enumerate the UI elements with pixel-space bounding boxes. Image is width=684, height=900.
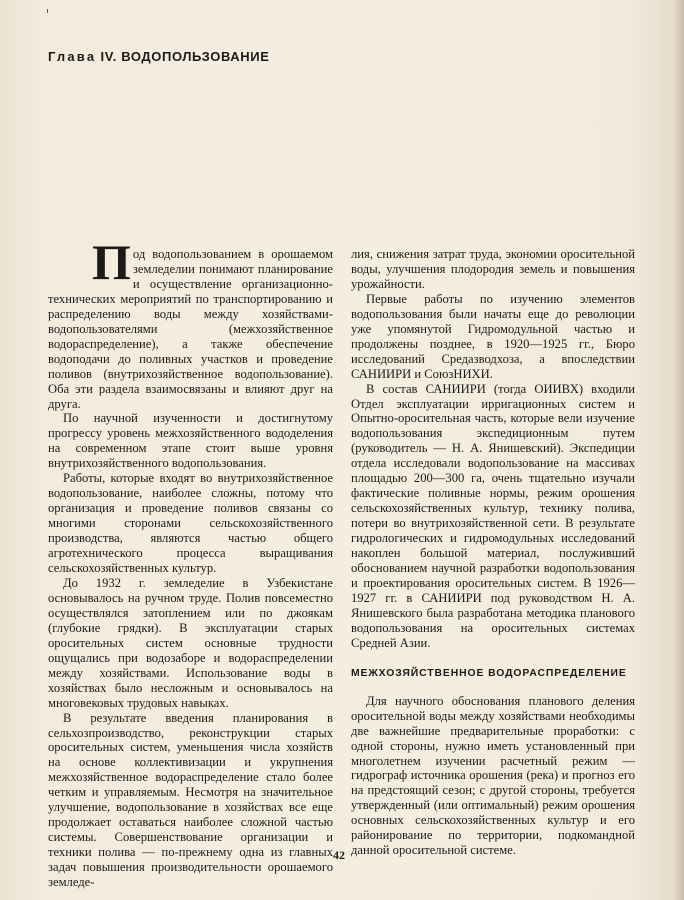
drop-cap: П <box>92 234 131 290</box>
paragraph: По научной изученности и достигнутому прогрессу уровень межхозяйственного вододеления на современном этапе стоит выше уровня внутрихозяйственного водопользования. <box>48 411 333 471</box>
paragraph: Под водопользованием в орошаемом земледелии понимают планирование и осуществление организационно-технических мероприятий по транспортированию и распределению воды между хозяйствами-водопользователями (межхозяйственное водораспределение), а также обеспечение водоподачи до поливных участков и проведение поливов (внутрихозяйственное водопользование). Оба эти раздела взаимосвязаны и влияют друг на друга. <box>48 234 333 411</box>
page-number: 42 <box>333 848 345 862</box>
paragraph: Для научного обоснования планового деления оросительной воды между хозяйствами необходимы две важнейшие предварительные проработки: с одной стороны, нужно иметь установленный при многолетнем изучении расчетный режим — гидрограф источника орошения (река) и прогноз его на предстоящий сезон; с другой стороны, требуется утвержденный (или оптимальный) режим орошения основных сельскохозяйственных культур и его районирование по территории, подкомандной данной оросительной системе. <box>351 693 635 858</box>
chapter-name: ВОДОПОЛЬЗОВАНИЕ <box>121 49 270 64</box>
paragraph: До 1932 г. земледелие в Узбекистане основывалось на ручном труде. Полив повсеместно осуществлялся затоплением или по джоякам (глубокие грядки). В эксплуатации старых оросительных систем основные трудности ощущались при водозаборе и водораспределении между хозяйствами. Использование воды в хозяйствах было несложным и основывалось на многовековых трудовых навыках. <box>48 575 333 710</box>
paragraph: лия, снижения затрат труда, экономии оросительной воды, улучшения плодородия земель и повышения урожайности. <box>351 247 635 291</box>
right-text-column <box>351 247 635 858</box>
chapter-number: IV. <box>100 49 117 64</box>
left-text-column <box>48 234 333 890</box>
scan-mark <box>47 9 48 13</box>
paragraph: Работы, которые входят во внутрихозяйственное водопользование, наиболее сложны, потому что организация и проведение поливов связаны со многими сторонами сельскохозяйственного производства, являются частью общего агротехнического процесса выращивания сельскохозяйственных культур. <box>48 471 333 576</box>
chapter-prefix: Глава <box>48 49 97 64</box>
section-heading: МЕЖХОЗЯЙСТВЕННОЕ ВОДОРАСПРЕДЕЛЕНИЕ <box>351 667 627 679</box>
chapter-title <box>48 49 270 64</box>
paragraph: Первые работы по изучению элементов водопользования были начаты еще до революции уже упомянутой Гидромодульной частью и продолжены позднее, в 1920—1925 гг., Бюро исследований Средазводхоза, а впоследствии САНИИРИ и СоюзНИХИ. <box>351 291 635 381</box>
paragraph: В состав САНИИРИ (тогда ОИИВХ) входили Отдел эксплуатации ирригационных систем и Опытно-оросительная часть, которые вели изучение водопользования экспедиционным путем (руководитель — Н. А. Янишевский). Экспедиции отдела исследовали водопользование на массивах площадью 200—300 га, очень тщательно изучали фактические поливные нормы, режим орошения сельскохозяйственных культур, технику полива, потери во внутрихозяйственной сети. В результате гидрологических и гидромодульных исследований накоплен большой материал, послуживший обоснованием научной разработки водопользования и проектирования оросительных систем. В 1926—1927 гг. в САНИИРИ под руководством Н. А. Янишевского была разработана методика планового водопользования на оросительных системах Средней Азии. <box>351 381 635 650</box>
page-edge-shadow <box>674 0 684 900</box>
paragraph: В результате введения планирования в сельхозпроизводство, реконструкции старых оросительных систем, уменьшения числа хозяйств на основе коллективизации и укрупнения межхозяйственное водораспределение стало более четким и управляемым. Несмотря на значительное улучшение, водопользование в хозяйствах все еще продолжает оставаться наиболее сложной частью системы. Совершенствование организации и техники полива — по-прежнему одна из главных задач повышения производительности орошаемого земледе- <box>48 710 333 890</box>
